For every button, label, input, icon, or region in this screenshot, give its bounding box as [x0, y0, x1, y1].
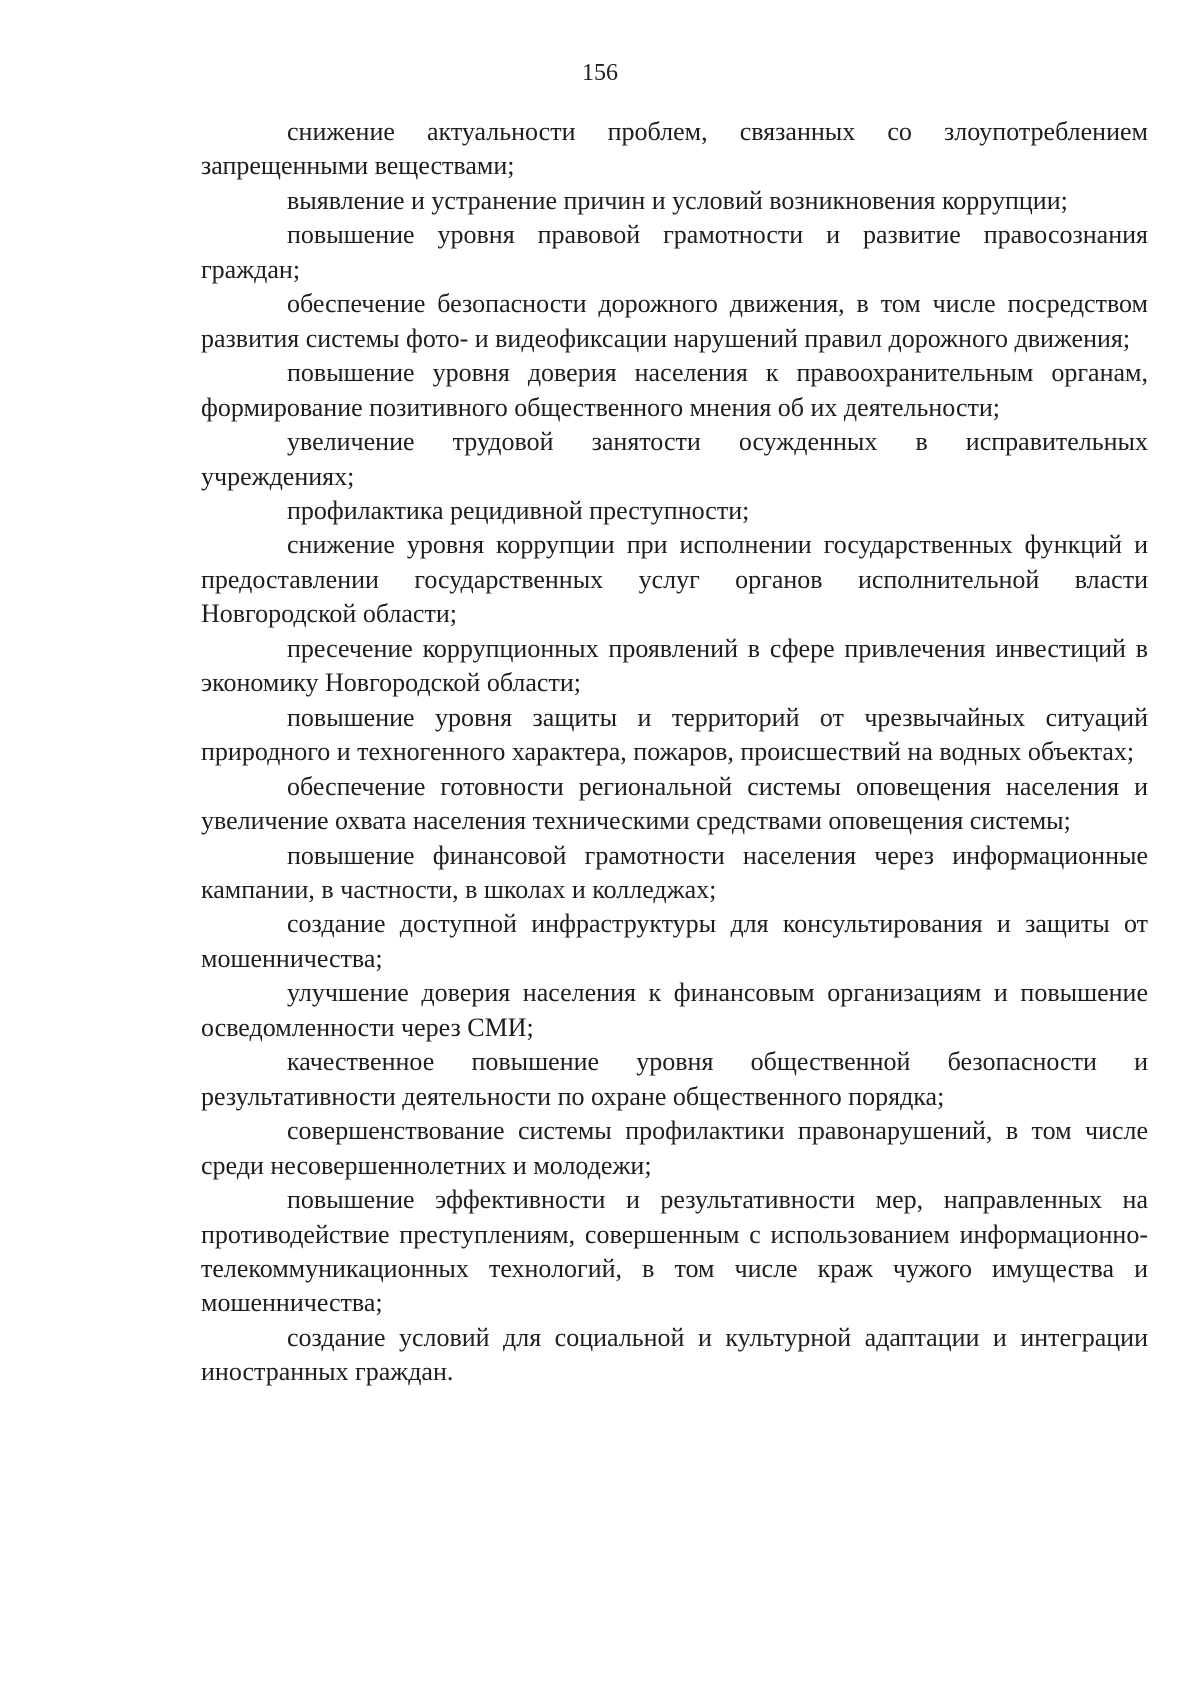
paragraph: выявление и устранение причин и условий возникновения коррупции;	[287, 185, 1068, 215]
paragraph: качественное повышение уровня общественной безопасности и результативности деятельности по охране общественного порядка;	[201, 1047, 1148, 1111]
paragraph: улучшение доверия населения к финансовым организациям и повышение осведомленности через СМИ;	[201, 978, 1148, 1042]
paragraph: повышение эффективности и результативности мер, направленных на противодействие преступлениям, совершенным с использованием информационно-телекоммуникационных технологий, в том числе краж чужого имущества и мошенничества;	[201, 1185, 1148, 1318]
paragraph: повышение уровня правовой грамотности и развитие правосознания граждан;	[201, 220, 1148, 284]
paragraph: повышение уровня защиты и территорий от чрезвычайных ситуаций природного и техногенного характера, пожаров, происшествий на водных объектах;	[201, 702, 1148, 767]
page-number: 156	[582, 60, 618, 86]
paragraph: создание условий для социальной и культурной адаптации и интеграции иностранных граждан.	[201, 1322, 1148, 1387]
paragraph: повышение финансовой грамотности населения через информационные кампании, в частности, в школах и колледжах;	[201, 840, 1148, 904]
paragraph: увеличение трудовой занятости осужденных в исправительных учреждениях;	[201, 427, 1148, 491]
paragraph: обеспечение готовности региональной системы оповещения населения и увеличение охвата населения техническими средствами оповещения системы;	[201, 771, 1148, 836]
paragraph: снижение актуальности проблем, связанных со злоупотреблением запрещенными веществами;	[201, 117, 1148, 181]
paragraph: совершенствование системы профилактики правонарушений, в том числе среди несовершеннолетних и молодежи;	[201, 1116, 1148, 1180]
paragraph: повышение уровня доверия населения к правоохранительным органам, формирование позитивного общественного мнения об их деятельности;	[201, 358, 1148, 422]
paragraph: обеспечение безопасности дорожного движения, в том числе посредством развития системы фото- и видеофиксации нарушений правил дорожного движения;	[201, 289, 1148, 353]
paragraph: пресечение коррупционных проявлений в сфере привлечения инвестиций в экономику Новгородской области;	[201, 633, 1148, 698]
paragraph: снижение уровня коррупции при исполнении государственных функций и предоставлении государственных услуг органов исполнительной власти Новгородской области;	[201, 530, 1148, 629]
paragraph: профилактика рецидивной преступности;	[287, 495, 750, 525]
document-body	[201, 115, 1148, 1390]
paragraph: создание доступной инфраструктуры для консультирования и защиты от мошенничества;	[201, 909, 1148, 973]
